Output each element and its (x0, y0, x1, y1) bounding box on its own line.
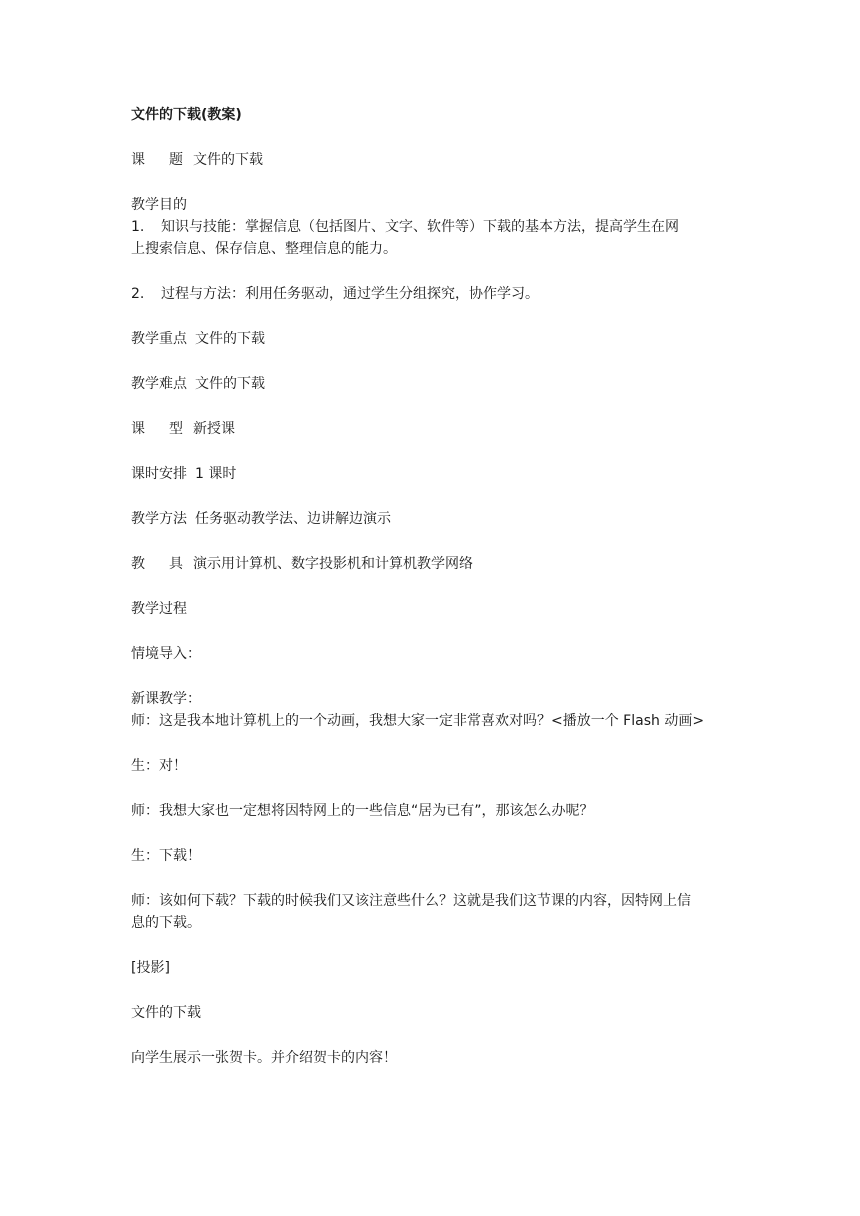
goal-1-line2: 上搜索信息、保存信息、整理信息的能力。 (131, 241, 397, 257)
goal-2 (131, 283, 735, 305)
schedule-line (131, 463, 735, 485)
goal-2-number: 2. (131, 286, 145, 302)
document-body (131, 104, 735, 1092)
subject-label: 课 题 (131, 152, 183, 168)
tools-line (131, 553, 735, 575)
lesson-type-line (131, 418, 735, 440)
subject-value: 文件的下载 (193, 152, 263, 168)
goal-1-line1 (131, 216, 735, 238)
key-point-value: 文件的下载 (195, 331, 265, 347)
goals-heading: 教学目的 (131, 197, 187, 213)
key-point-line (131, 328, 735, 350)
difficulty-line (131, 373, 735, 395)
method-value: 任务驱动教学法、边讲解边演示 (195, 511, 391, 527)
tools-value: 演示用计算机、数字投影机和计算机教学网络 (193, 556, 473, 572)
lesson-type-value: 新授课 (193, 421, 235, 437)
goal-1-text: 知识与技能：掌握信息（包括图片、文字、软件等）下载的基本方法，提高学生在网 (161, 219, 679, 235)
process-heading: 教学过程 (131, 601, 187, 617)
projection-label: [投影] (131, 960, 170, 976)
doc-title: 文件的下载(教案) (131, 107, 242, 123)
difficulty-value: 文件的下载 (195, 376, 265, 392)
student-line-1: 生：对！ (131, 758, 187, 774)
closing-line: 向学生展示一张贺卡。并介绍贺卡的内容！ (131, 1050, 397, 1066)
key-point-label: 教学重点 (131, 331, 187, 347)
projection-title: 文件的下载 (131, 1005, 201, 1021)
goal-2-text: 过程与方法：利用任务驱动，通过学生分组探究，协作学习。 (161, 286, 539, 302)
method-label: 教学方法 (131, 511, 187, 527)
teacher-line-3a: 师：该如何下载？下载的时候我们又该注意些什么？这就是我们这节课的内容，因特网上信 (131, 893, 691, 909)
teacher-line-2: 师：我想大家也一定想将因特网上的一些信息“居为已有”，那该怎么办呢？ (131, 803, 594, 819)
teacher-line-1: 师：这是我本地计算机上的一个动画，我想大家一定非常喜欢对吗？<播放一个 Flash 动画> (131, 713, 705, 729)
subject-line (131, 149, 735, 171)
schedule-value: 1 课时 (195, 466, 237, 482)
method-line (131, 508, 735, 530)
lesson-type-label: 课 型 (131, 421, 183, 437)
student-line-2: 生：下载！ (131, 848, 201, 864)
goal-1-number: 1. (131, 219, 145, 235)
intro-heading: 情境导入： (131, 646, 201, 662)
difficulty-label: 教学难点 (131, 376, 187, 392)
teacher-line-3b: 息的下载。 (131, 915, 201, 931)
schedule-label: 课时安排 (131, 466, 187, 482)
tools-label: 教 具 (131, 556, 183, 572)
new-lesson-heading: 新课教学： (131, 691, 201, 707)
